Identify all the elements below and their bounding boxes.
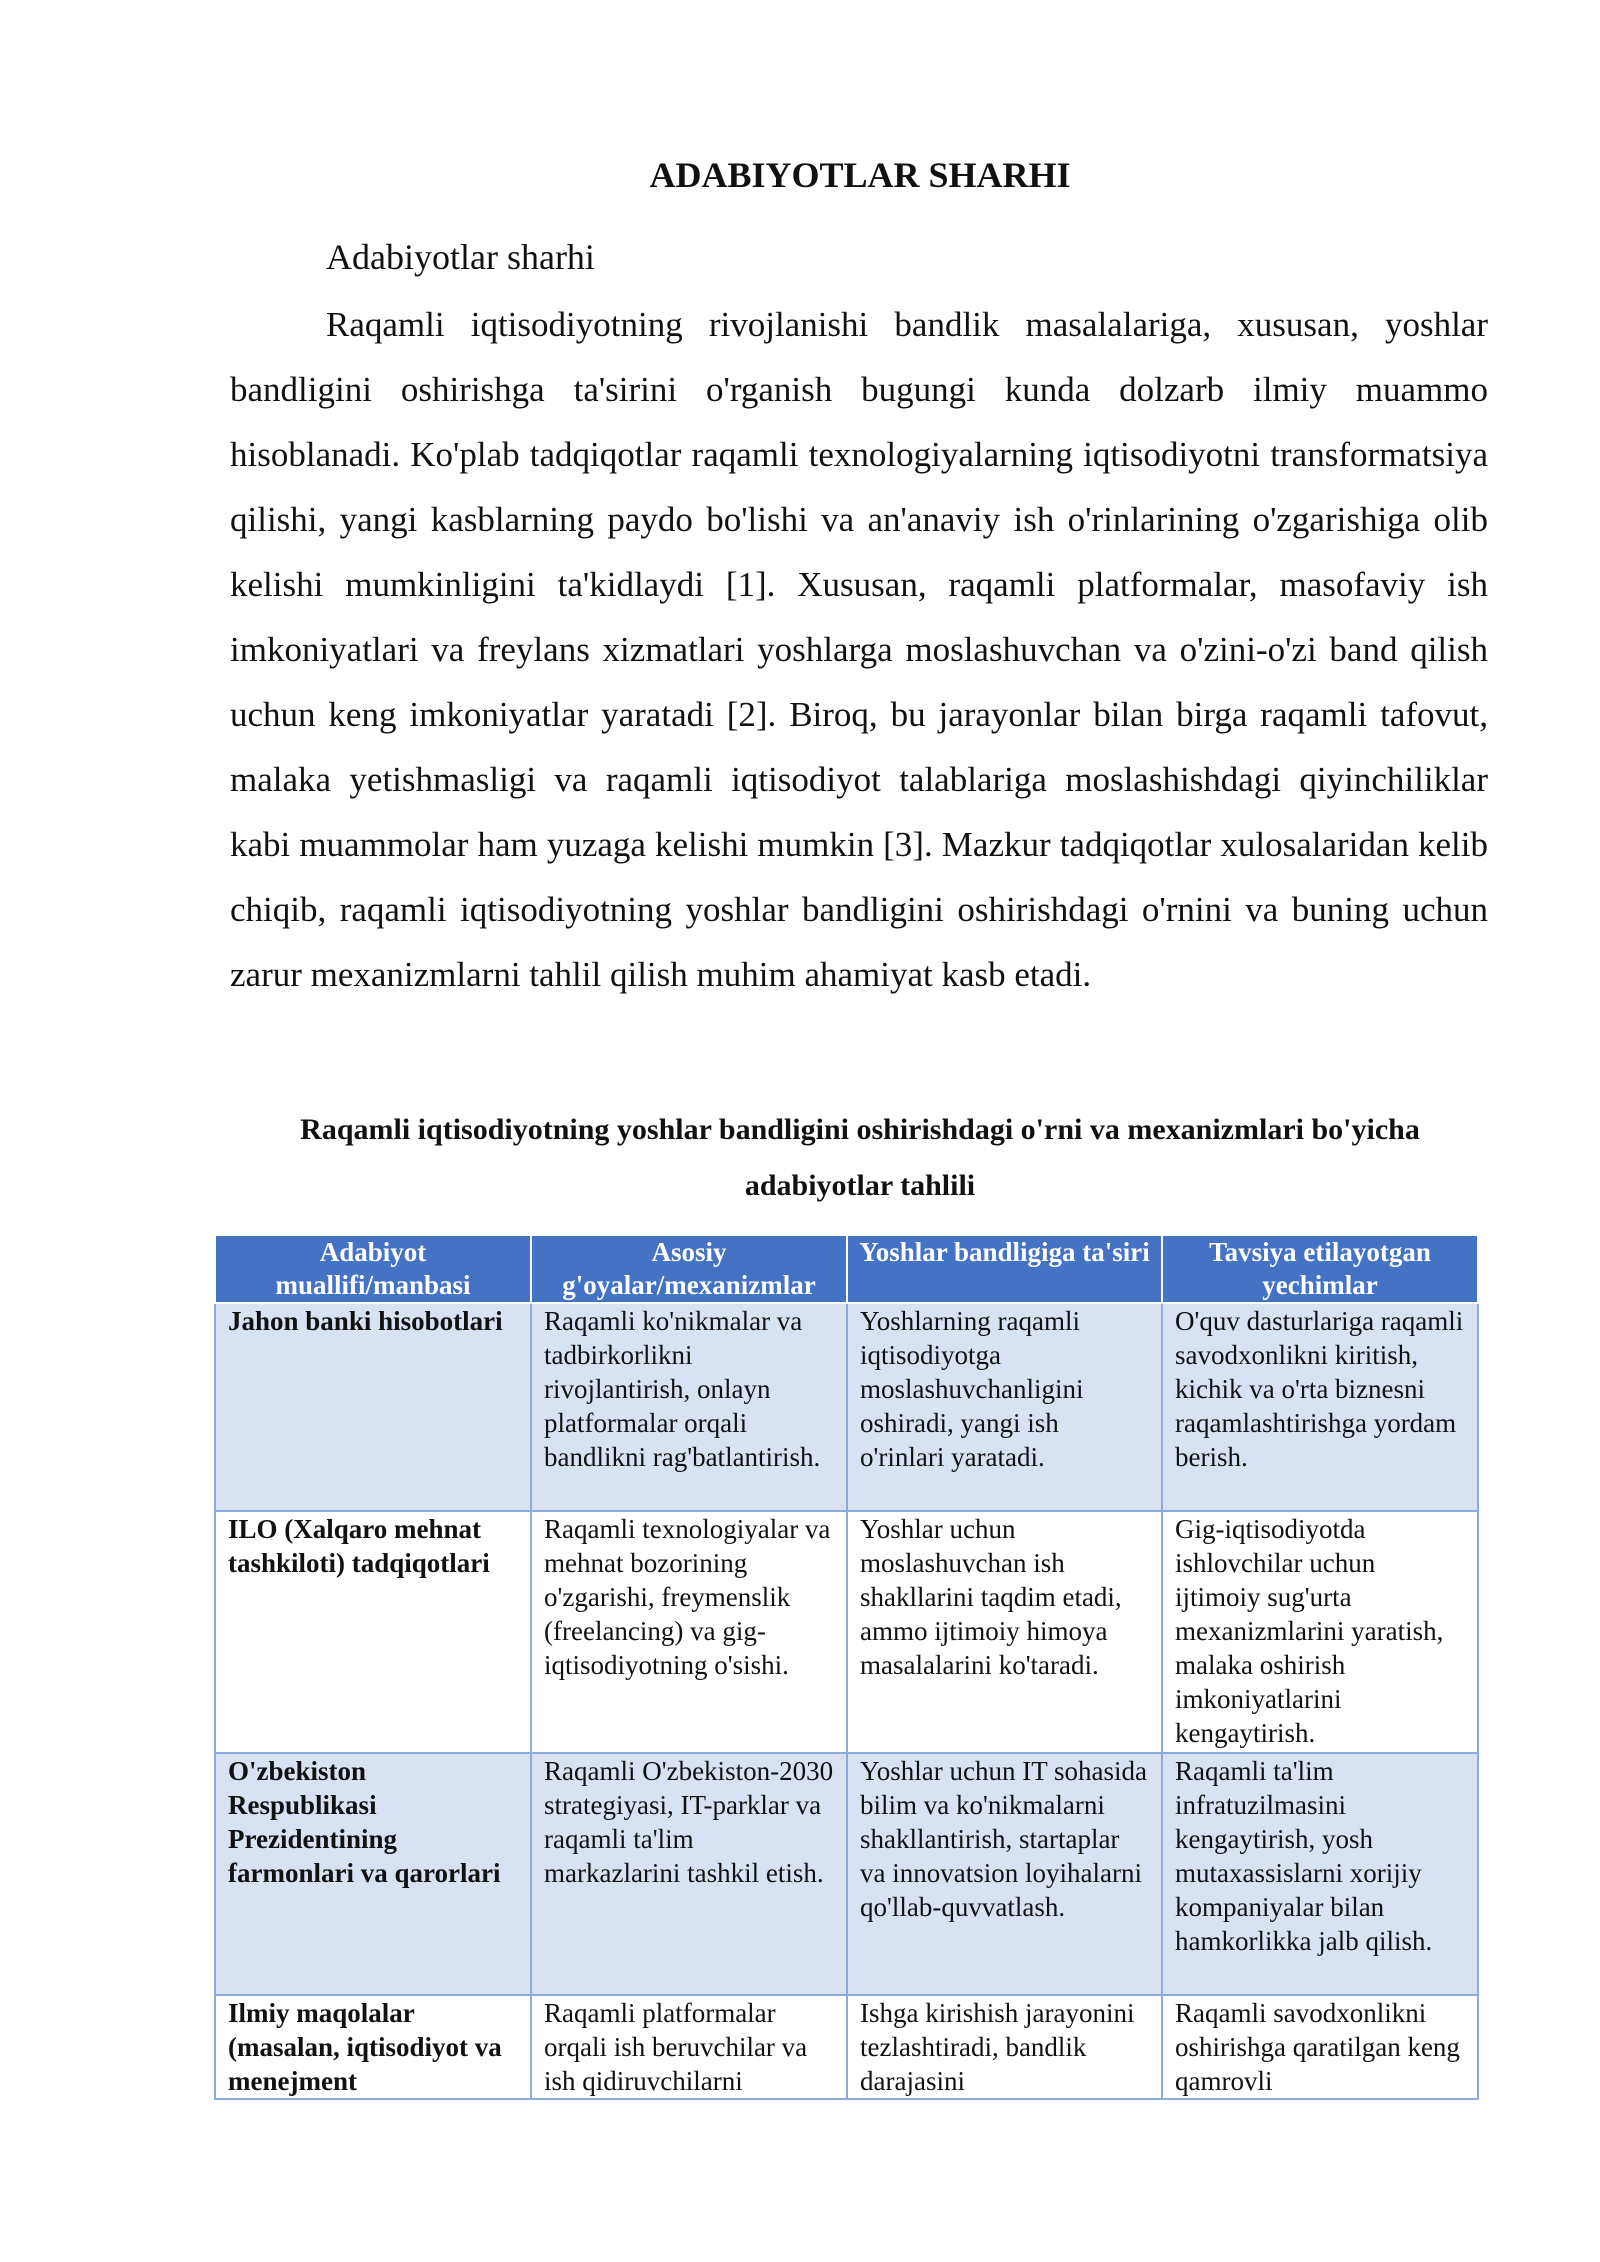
cell-source: O'zbekiston Respublikasi Prezidentining farmonlari va qarorlari [215,1753,531,1995]
cell-solutions: O'quv dasturlariga raqamli savodxonlikni kiritish, kichik va o'rta biznesni raqamlashtirishga yordam berish. [1162,1303,1478,1511]
cell-ideas: Raqamli ko'nikmalar va tadbirkorlikni rivojlantirish, onlayn platformalar orqali bandlikni rag'batlantirish. [531,1303,847,1511]
cell-source: Ilmiy maqolalar (masalan, iqtisodiyot va menejment [215,1995,531,2099]
cell-impact: Yoshlar uchun moslashuvchan ish shakllarini taqdim etadi, ammo ijtimoiy himoya masalalarini ko'taradi. [847,1511,1162,1753]
cell-impact: Yoshlar uchun IT sohasida bilim va ko'nikmalarni shakllantirish, startaplar va innovatsion loyihalarni qo'llab-quvvatlash. [847,1753,1162,1995]
cell-impact: Ishga kirishish jarayonini tezlashtiradi, bandlik darajasini [847,1995,1162,2099]
header-impact: Yoshlar bandligiga ta'siri [847,1235,1162,1303]
cell-ideas: Raqamli texnologiyalar va mehnat bozorining o'zgarishi, freymenslik (freelancing) va gig-iqtisodiyotning o'sishi. [531,1511,847,1753]
table-header-row [215,1235,1478,1303]
table-caption-line-2: adabiyotlar tahlili [744,1169,976,1202]
section-heading: ADABIYOTLAR SHARHI [649,155,1071,195]
table-row [215,1511,1478,1753]
cell-solutions: Raqamli savodxonlikni oshirishga qaratilgan keng qamrovli [1162,1995,1478,2099]
header-source: Adabiyot muallifi/manbasi [215,1235,531,1303]
header-solutions: Tavsiya etilayotgan yechimlar [1162,1235,1478,1303]
cell-impact: Yoshlarning raqamli iqtisodiyotga moslashuvchanligini oshiradi, yangi ish o'rinlari yaratadi. [847,1303,1162,1511]
cell-source: Jahon banki hisobotlari [215,1303,531,1511]
table-row [215,1303,1478,1511]
table-caption-line-1: Raqamli iqtisodiyotning yoshlar bandligini oshirishdagi o'rni va mexanizmlari bo'yicha [300,1113,1420,1146]
table-caption [230,1102,1490,1214]
cell-ideas: Raqamli platformalar orqali ish beruvchilar va ish qidiruvchilarni [531,1995,847,2099]
section-subheading: Adabiyotlar sharhi [326,237,595,277]
cell-solutions: Raqamli ta'lim infratuzilmasini kengaytirish, yosh mutaxassislarni xorijiy kompaniyalar bilan hamkorlikka jalb qilish. [1162,1753,1478,1995]
header-ideas: Asosiy g'oyalar/mexanizmlar [531,1235,847,1303]
cell-solutions: Gig-iqtisodiyotda ishlovchilar uchun ijtimoiy sug'urta mexanizmlarini yaratish, malaka oshirish imkoniyatlarini kengaytirish. [1162,1511,1478,1753]
cell-source: ILO (Xalqaro mehnat tashkiloti) tadqiqotlari [215,1511,531,1753]
literature-table [214,1234,1479,2100]
cell-ideas: Raqamli O'zbekiston-2030 strategiyasi, IT-parklar va raqamli ta'lim markazlarini tashkil etish. [531,1753,847,1995]
table-row [215,1753,1478,1995]
body-paragraph: Raqamli iqtisodiyotning rivojlanishi bandlik masalalariga, xususan, yoshlar bandligini oshirishga ta'sirini o'rganish bugungi kunda dolzarb ilmiy muammo hisoblanadi. Ko'plab tadqiqotlar raqamli texnologiyalarning iqtisodiyotni transformatsiya qilishi, yangi kasblarning paydo bo'lishi va an'anaviy ish o'rinlarining o'zgarishiga olib kelishi mumkinligini ta'kidlaydi [1]. Xususan, raqamli platformalar, masofaviy ish imkoniyatlari va freylans xizmatlari yoshlarga moslashuvchan va o'zini-o'zi band qilish uchun keng imkoniyatlar yaratadi [2]. Biroq, bu jarayonlar bilan birga raqamli tafovut, malaka yetishmasligi va raqamli iqtisodiyot talablariga moslashishdagi qiyinchiliklar kabi muammolar ham yuzaga kelishi mumkin [3]. Mazkur tadqiqotlar xulosalaridan kelib chiqib, raqamli iqtisodiyotning yoshlar bandligini oshirishdagi o'rnini va buning uchun zarur mexanizmlarni tahlil qilish muhim ahamiyat kasb etadi. [230,305,1488,994]
table-row [215,1995,1478,2099]
